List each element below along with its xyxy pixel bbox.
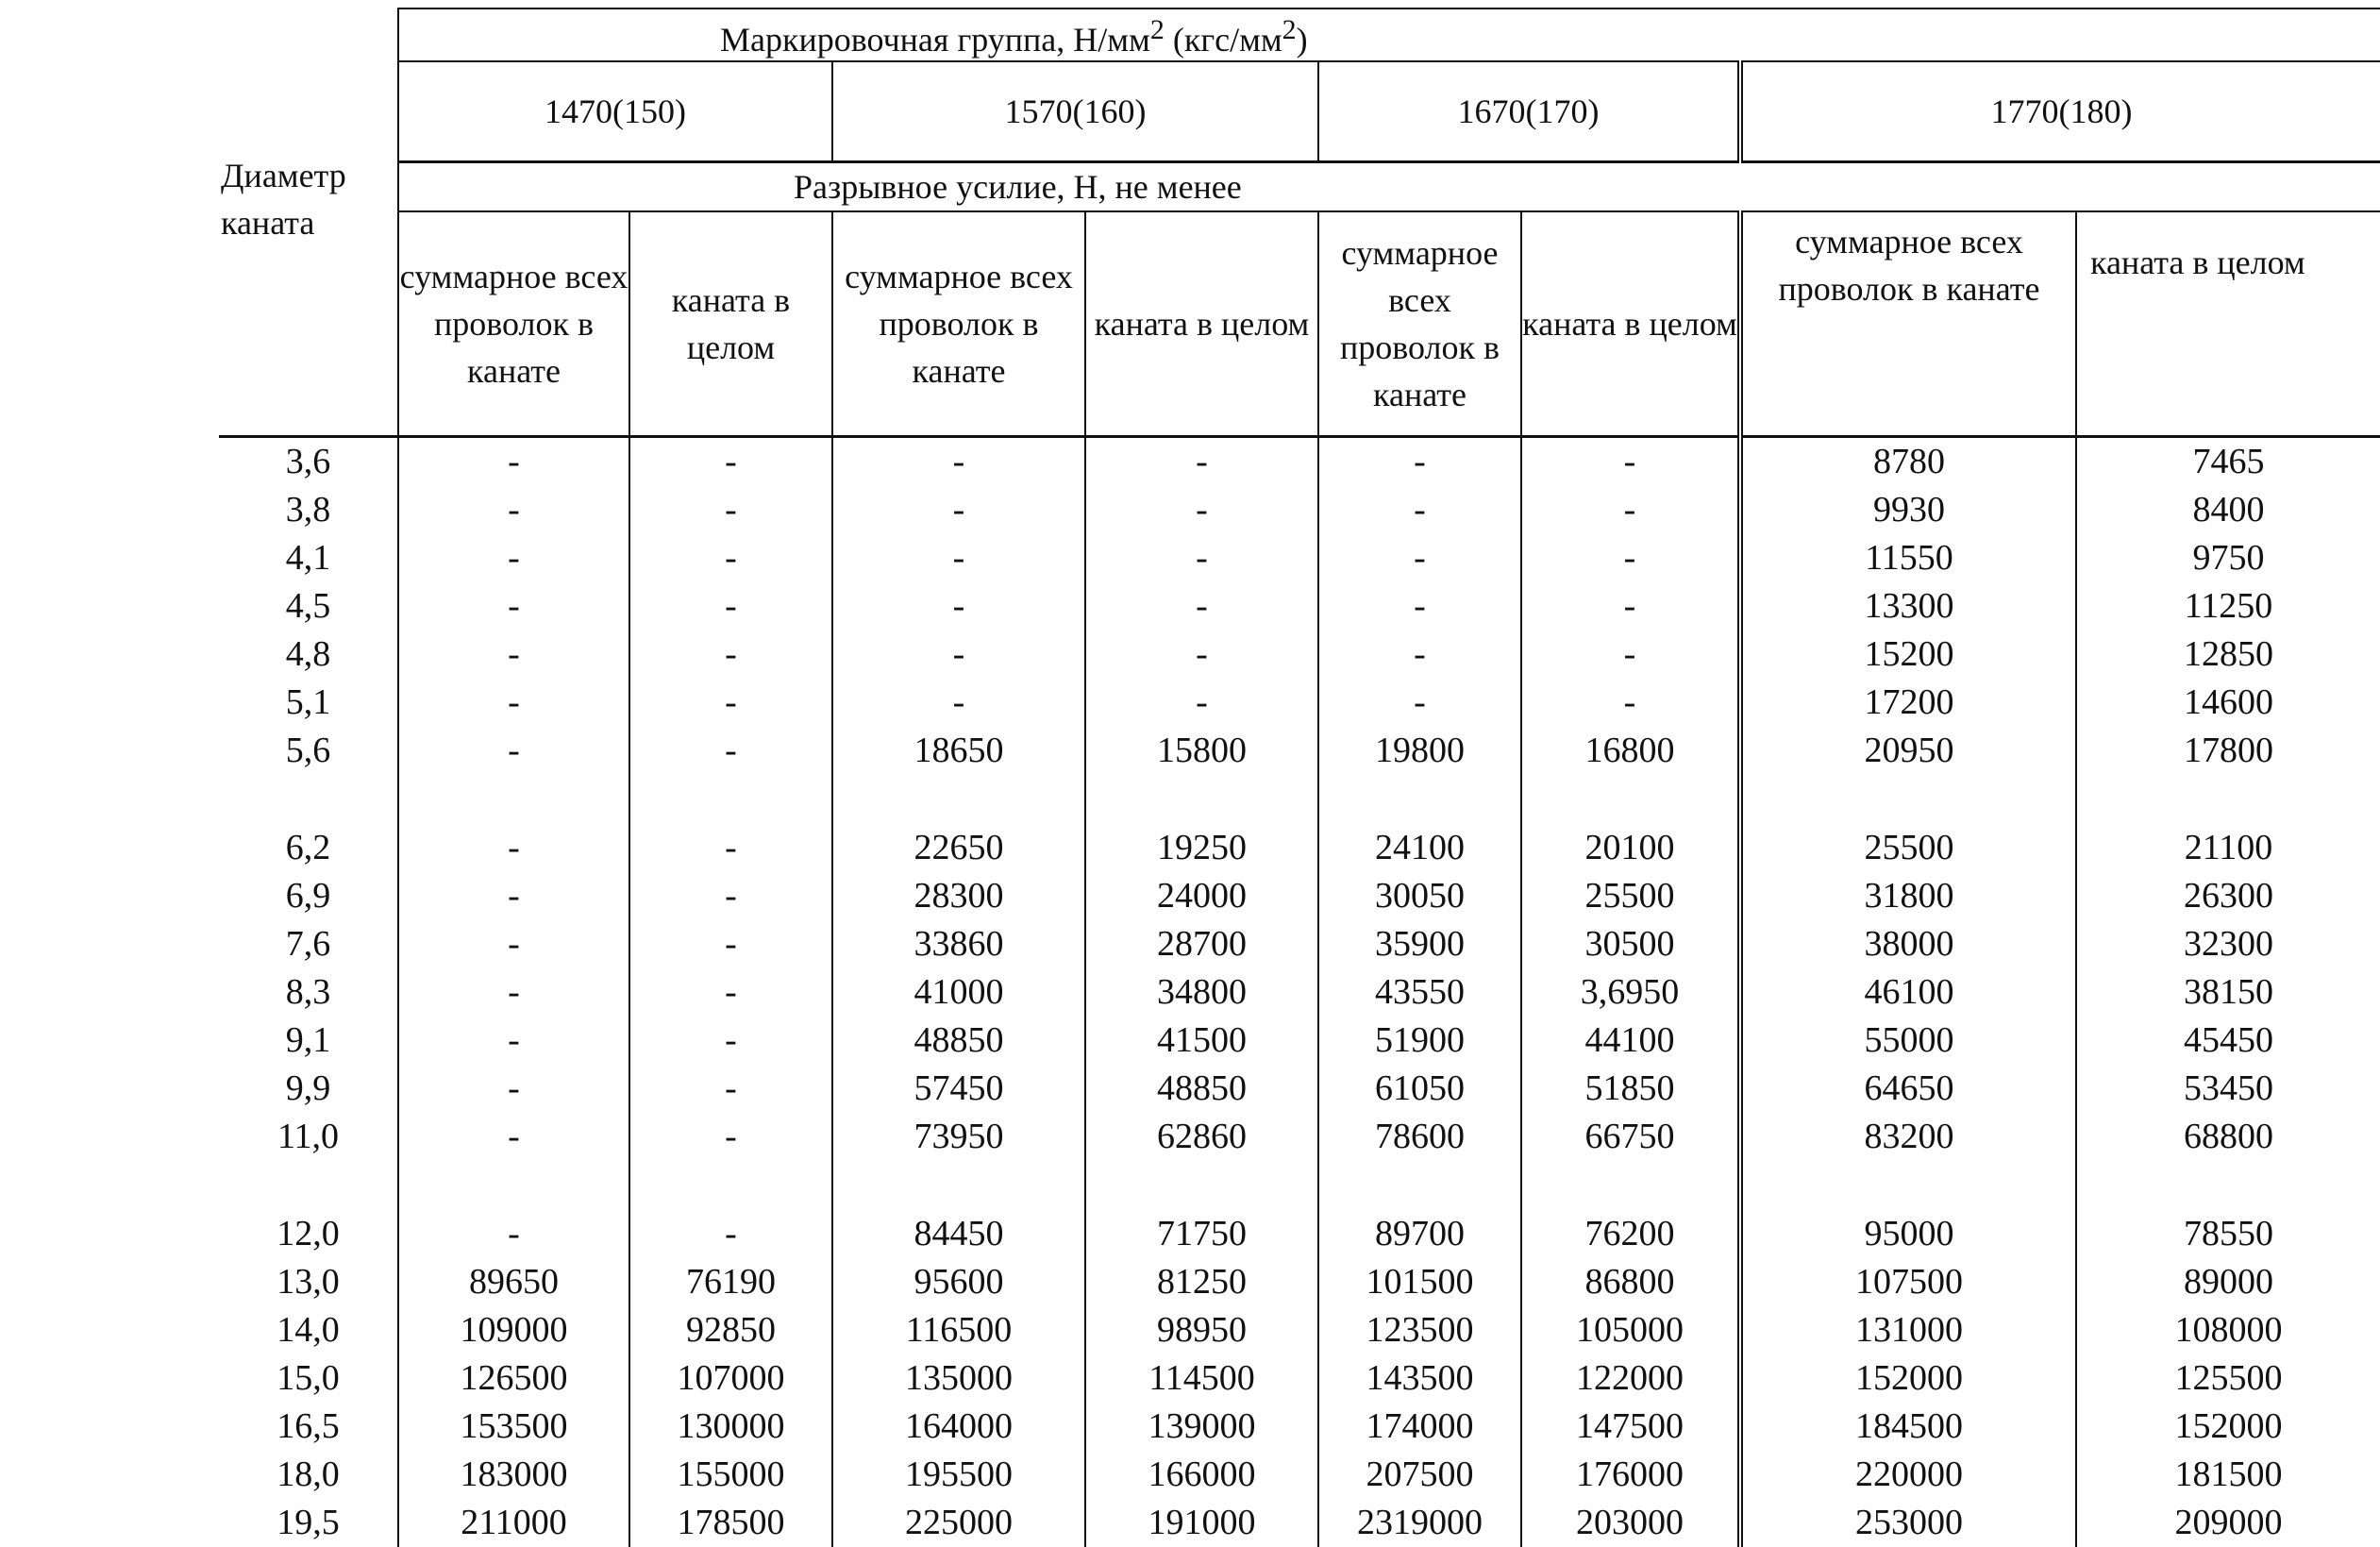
- spacer-cell: [398, 775, 629, 824]
- table-row: [219, 534, 2380, 582]
- value-cell-whole-1470: -: [629, 1113, 832, 1161]
- value-cell-total-1670: -: [1318, 582, 1521, 631]
- value-cell-total-1670: 207500: [1318, 1451, 1521, 1499]
- value-cell-whole-1770: 32300: [2076, 920, 2380, 968]
- value-cell-whole-1570: -: [1085, 437, 1318, 487]
- table-row: [219, 824, 2380, 872]
- value-cell-whole-1570: 41500: [1085, 1017, 1318, 1065]
- table-row: [219, 1210, 2380, 1258]
- value-cell-total-1770: 38000: [1740, 920, 2076, 968]
- value-cell-total-1670: 61050: [1318, 1065, 1521, 1113]
- spacer-cell: [1521, 775, 1740, 824]
- diameter-cell: 11,0: [219, 1113, 398, 1161]
- value-cell-whole-1670: 25500: [1521, 872, 1740, 920]
- value-cell-whole-1670: 16800: [1521, 727, 1740, 775]
- value-cell-total-1570: -: [832, 679, 1085, 727]
- value-cell-total-1570: 164000: [832, 1403, 1085, 1451]
- diameter-cell: 14,0: [219, 1306, 398, 1354]
- value-cell-whole-1570: 114500: [1085, 1354, 1318, 1403]
- value-cell-whole-1570: 28700: [1085, 920, 1318, 968]
- grade-1470-header: 1470(150): [398, 61, 832, 162]
- value-cell-total-1570: 135000: [832, 1354, 1085, 1403]
- table-row: [219, 1451, 2380, 1499]
- diameter-cell: 3,6: [219, 437, 398, 487]
- spacer-row: [219, 775, 2380, 824]
- subheader-total-1670: суммарное всех проволок в канате: [1318, 211, 1521, 437]
- value-cell-total-1770: 184500: [1740, 1403, 2076, 1451]
- value-cell-total-1470: 89650: [398, 1258, 629, 1306]
- value-cell-whole-1570: 48850: [1085, 1065, 1318, 1113]
- value-cell-whole-1770: 68800: [2076, 1113, 2380, 1161]
- value-cell-total-1770: 46100: [1740, 968, 2076, 1017]
- value-cell-whole-1470: 76190: [629, 1258, 832, 1306]
- spacer-cell: [2076, 1161, 2380, 1210]
- value-cell-total-1670: -: [1318, 631, 1521, 679]
- value-cell-total-1470: -: [398, 679, 629, 727]
- value-cell-total-1470: -: [398, 727, 629, 775]
- value-cell-whole-1570: -: [1085, 679, 1318, 727]
- value-cell-whole-1770: 45450: [2076, 1017, 2380, 1065]
- value-cell-total-1570: -: [832, 437, 1085, 487]
- table-row: [219, 486, 2380, 534]
- value-cell-whole-1570: -: [1085, 631, 1318, 679]
- breaking-force-label: Разрывное усилие, Н, не менее: [794, 168, 1242, 206]
- value-cell-total-1570: 33860: [832, 920, 1085, 968]
- value-cell-whole-1670: 66750: [1521, 1113, 1740, 1161]
- value-cell-total-1770: 220000: [1740, 1451, 2076, 1499]
- value-cell-whole-1670: 105000: [1521, 1306, 1740, 1354]
- value-cell-whole-1470: -: [629, 582, 832, 631]
- value-cell-total-1770: 8780: [1740, 437, 2076, 487]
- value-cell-total-1670: 30050: [1318, 872, 1521, 920]
- value-cell-whole-1570: 71750: [1085, 1210, 1318, 1258]
- value-cell-total-1770: 83200: [1740, 1113, 2076, 1161]
- value-cell-whole-1770: 209000: [2076, 1499, 2380, 1547]
- value-cell-total-1570: 28300: [832, 872, 1085, 920]
- value-cell-total-1670: -: [1318, 486, 1521, 534]
- value-cell-whole-1670: 76200: [1521, 1210, 1740, 1258]
- spacer-cell: [629, 1161, 832, 1210]
- table-row: [219, 920, 2380, 968]
- diameter-header-label: Диаметр каната: [221, 157, 346, 242]
- value-cell-whole-1770: 108000: [2076, 1306, 2380, 1354]
- value-cell-total-1570: 95600: [832, 1258, 1085, 1306]
- table-row: [219, 872, 2380, 920]
- subheader-whole-1770: каната в целом: [2076, 211, 2380, 437]
- value-cell-whole-1570: -: [1085, 486, 1318, 534]
- value-cell-whole-1670: -: [1521, 679, 1740, 727]
- value-cell-total-1670: -: [1318, 679, 1521, 727]
- breaking-force-table-region: [219, 8, 2348, 1505]
- value-cell-whole-1470: -: [629, 437, 832, 487]
- value-cell-whole-1670: 44100: [1521, 1017, 1740, 1065]
- value-cell-total-1670: 24100: [1318, 824, 1521, 872]
- value-cell-total-1770: 25500: [1740, 824, 2076, 872]
- subheader-total-1570: суммарное всех проволок в канате: [832, 211, 1085, 437]
- value-cell-whole-1670: -: [1521, 437, 1740, 487]
- spacer-cell: [219, 1161, 398, 1210]
- spacer-cell: [219, 775, 398, 824]
- value-cell-whole-1470: -: [629, 824, 832, 872]
- value-cell-total-1570: 225000: [832, 1499, 1085, 1547]
- table-row: [219, 1354, 2380, 1403]
- value-cell-total-1470: -: [398, 968, 629, 1017]
- value-cell-total-1670: 51900: [1318, 1017, 1521, 1065]
- value-cell-total-1570: -: [832, 534, 1085, 582]
- spacer-cell: [1085, 1161, 1318, 1210]
- value-cell-whole-1770: 181500: [2076, 1451, 2380, 1499]
- value-cell-total-1570: -: [832, 582, 1085, 631]
- value-cell-total-1470: -: [398, 872, 629, 920]
- value-cell-total-1770: 107500: [1740, 1258, 2076, 1306]
- value-cell-total-1670: 35900: [1318, 920, 1521, 968]
- spacer-cell: [1740, 775, 2076, 824]
- value-cell-total-1770: 13300: [1740, 582, 2076, 631]
- value-cell-whole-1770: 152000: [2076, 1403, 2380, 1451]
- unit-sup: 2: [1282, 14, 1297, 45]
- value-cell-total-1470: -: [398, 1210, 629, 1258]
- table-row: [219, 968, 2380, 1017]
- value-cell-whole-1770: 53450: [2076, 1065, 2380, 1113]
- value-cell-total-1470: -: [398, 1113, 629, 1161]
- value-cell-total-1470: 183000: [398, 1451, 629, 1499]
- value-cell-whole-1770: 14600: [2076, 679, 2380, 727]
- value-cell-whole-1570: 166000: [1085, 1451, 1318, 1499]
- value-cell-whole-1570: 24000: [1085, 872, 1318, 920]
- value-cell-total-1470: -: [398, 486, 629, 534]
- value-cell-total-1470: -: [398, 631, 629, 679]
- value-cell-whole-1570: 15800: [1085, 727, 1318, 775]
- header-row-breaking-force: [219, 162, 2380, 212]
- spacer-cell: [1085, 775, 1318, 824]
- value-cell-total-1470: 109000: [398, 1306, 629, 1354]
- value-cell-total-1770: 55000: [1740, 1017, 2076, 1065]
- value-cell-whole-1470: 92850: [629, 1306, 832, 1354]
- diameter-cell: 6,2: [219, 824, 398, 872]
- grade-group-unit-mid: (кгс/мм: [1165, 21, 1282, 59]
- grade-1570-header: 1570(160): [832, 61, 1318, 162]
- value-cell-whole-1770: 9750: [2076, 534, 2380, 582]
- value-cell-whole-1570: -: [1085, 582, 1318, 631]
- value-cell-total-1670: 2319000: [1318, 1499, 1521, 1547]
- value-cell-total-1470: -: [398, 1017, 629, 1065]
- value-cell-whole-1770: 21100: [2076, 824, 2380, 872]
- diameter-cell: 19,5: [219, 1499, 398, 1547]
- value-cell-whole-1770: 8400: [2076, 486, 2380, 534]
- diameter-cell: 18,0: [219, 1451, 398, 1499]
- value-cell-whole-1470: 155000: [629, 1451, 832, 1499]
- value-cell-whole-1470: -: [629, 872, 832, 920]
- value-cell-total-1770: 31800: [1740, 872, 2076, 920]
- diameter-cell: 6,9: [219, 872, 398, 920]
- diameter-cell: 15,0: [219, 1354, 398, 1403]
- diameter-cell: 16,5: [219, 1403, 398, 1451]
- table-row: [219, 1065, 2380, 1113]
- spacer-cell: [1740, 1161, 2076, 1210]
- breaking-force-table: [219, 8, 2380, 1547]
- grade-group-label: Маркировочная группа, Н/мм: [720, 21, 1150, 59]
- table-row: [219, 679, 2380, 727]
- value-cell-total-1670: 101500: [1318, 1258, 1521, 1306]
- diameter-cell: 3,8: [219, 486, 398, 534]
- header-row-grades: [219, 61, 2380, 162]
- table-body: [219, 437, 2380, 1547]
- value-cell-total-1770: 20950: [1740, 727, 2076, 775]
- spacer-cell: [629, 775, 832, 824]
- diameter-cell: 5,1: [219, 679, 398, 727]
- value-cell-total-1670: 19800: [1318, 727, 1521, 775]
- value-cell-total-1670: 143500: [1318, 1354, 1521, 1403]
- value-cell-whole-1770: 17800: [2076, 727, 2380, 775]
- spacer-cell: [1521, 1161, 1740, 1210]
- value-cell-whole-1770: 7465: [2076, 437, 2380, 487]
- grade-group-unit-end: ): [1297, 21, 1308, 59]
- diameter-cell: 4,1: [219, 534, 398, 582]
- table-row: [219, 631, 2380, 679]
- value-cell-total-1770: 95000: [1740, 1210, 2076, 1258]
- value-cell-whole-1770: 12850: [2076, 631, 2380, 679]
- value-cell-total-1770: 15200: [1740, 631, 2076, 679]
- value-cell-total-1570: -: [832, 486, 1085, 534]
- value-cell-whole-1470: -: [629, 1210, 832, 1258]
- value-cell-total-1670: -: [1318, 437, 1521, 487]
- value-cell-total-1470: -: [398, 1065, 629, 1113]
- value-cell-total-1570: 18650: [832, 727, 1085, 775]
- value-cell-total-1470: 153500: [398, 1403, 629, 1451]
- value-cell-total-1670: 174000: [1318, 1403, 1521, 1451]
- value-cell-total-1570: 84450: [832, 1210, 1085, 1258]
- value-cell-total-1770: 131000: [1740, 1306, 2076, 1354]
- spacer-cell: [832, 775, 1085, 824]
- value-cell-total-1470: -: [398, 534, 629, 582]
- value-cell-whole-1670: -: [1521, 534, 1740, 582]
- value-cell-total-1570: 57450: [832, 1065, 1085, 1113]
- value-cell-total-1770: 11550: [1740, 534, 2076, 582]
- value-cell-whole-1670: 176000: [1521, 1451, 1740, 1499]
- value-cell-total-1470: -: [398, 824, 629, 872]
- value-cell-total-1570: 116500: [832, 1306, 1085, 1354]
- value-cell-total-1670: -: [1318, 534, 1521, 582]
- value-cell-whole-1470: -: [629, 920, 832, 968]
- table-row: [219, 582, 2380, 631]
- value-cell-total-1770: 64650: [1740, 1065, 2076, 1113]
- value-cell-whole-1770: 125500: [2076, 1354, 2380, 1403]
- diameter-cell: 4,8: [219, 631, 398, 679]
- diameter-cell: 9,9: [219, 1065, 398, 1113]
- table-row: [219, 1113, 2380, 1161]
- spacer-row: [219, 1161, 2380, 1210]
- value-cell-whole-1770: 89000: [2076, 1258, 2380, 1306]
- spacer-cell: [2076, 775, 2380, 824]
- value-cell-whole-1570: 34800: [1085, 968, 1318, 1017]
- value-cell-whole-1670: 86800: [1521, 1258, 1740, 1306]
- diameter-cell: 5,6: [219, 727, 398, 775]
- value-cell-whole-1770: 38150: [2076, 968, 2380, 1017]
- value-cell-whole-1570: 81250: [1085, 1258, 1318, 1306]
- value-cell-total-1570: 41000: [832, 968, 1085, 1017]
- value-cell-total-1670: 43550: [1318, 968, 1521, 1017]
- spacer-cell: [832, 1161, 1085, 1210]
- diameter-cell: 4,5: [219, 582, 398, 631]
- spacer-cell: [398, 1161, 629, 1210]
- value-cell-total-1570: 22650: [832, 824, 1085, 872]
- value-cell-whole-1670: -: [1521, 631, 1740, 679]
- table-row: [219, 1403, 2380, 1451]
- value-cell-whole-1470: 107000: [629, 1354, 832, 1403]
- value-cell-total-1770: 9930: [1740, 486, 2076, 534]
- table-row: [219, 1499, 2380, 1547]
- table-row: [219, 1017, 2380, 1065]
- value-cell-whole-1570: 19250: [1085, 824, 1318, 872]
- value-cell-whole-1670: 51850: [1521, 1065, 1740, 1113]
- value-cell-whole-1770: 78550: [2076, 1210, 2380, 1258]
- value-cell-whole-1670: -: [1521, 486, 1740, 534]
- value-cell-whole-1670: 30500: [1521, 920, 1740, 968]
- value-cell-whole-1470: 178500: [629, 1499, 832, 1547]
- value-cell-whole-1470: -: [629, 1065, 832, 1113]
- value-cell-whole-1670: 20100: [1521, 824, 1740, 872]
- value-cell-whole-1470: -: [629, 968, 832, 1017]
- header-row-grade-group: [219, 8, 2380, 61]
- value-cell-whole-1470: -: [629, 679, 832, 727]
- value-cell-total-1470: 126500: [398, 1354, 629, 1403]
- value-cell-whole-1470: -: [629, 727, 832, 775]
- value-cell-whole-1670: 3,6950: [1521, 968, 1740, 1017]
- value-cell-whole-1770: 26300: [2076, 872, 2380, 920]
- spacer-cell: [1318, 775, 1521, 824]
- value-cell-whole-1570: 139000: [1085, 1403, 1318, 1451]
- value-cell-total-1470: 211000: [398, 1499, 629, 1547]
- subheader-total-1470: суммарное всех проволок в канате: [398, 211, 629, 437]
- table-row: [219, 437, 2380, 487]
- header-row-subcolumns: [219, 211, 2380, 437]
- value-cell-whole-1670: 122000: [1521, 1354, 1740, 1403]
- value-cell-total-1770: 253000: [1740, 1499, 2076, 1547]
- diameter-header: [219, 8, 398, 437]
- value-cell-total-1470: -: [398, 582, 629, 631]
- diameter-cell: 13,0: [219, 1258, 398, 1306]
- spacer-cell: [1318, 1161, 1521, 1210]
- table-row: [219, 1306, 2380, 1354]
- value-cell-whole-1570: 98950: [1085, 1306, 1318, 1354]
- value-cell-whole-1570: 62860: [1085, 1113, 1318, 1161]
- value-cell-whole-1570: 191000: [1085, 1499, 1318, 1547]
- diameter-cell: 9,1: [219, 1017, 398, 1065]
- subheader-total-1770: суммарное всех проволок в канате: [1740, 211, 2076, 437]
- grade-1670-header: 1670(170): [1318, 61, 1740, 162]
- value-cell-whole-1470: -: [629, 1017, 832, 1065]
- diameter-cell: 8,3: [219, 968, 398, 1017]
- value-cell-whole-1470: -: [629, 631, 832, 679]
- value-cell-total-1670: 89700: [1318, 1210, 1521, 1258]
- value-cell-total-1570: -: [832, 631, 1085, 679]
- value-cell-total-1670: 123500: [1318, 1306, 1521, 1354]
- value-cell-whole-1470: 130000: [629, 1403, 832, 1451]
- value-cell-total-1570: 48850: [832, 1017, 1085, 1065]
- value-cell-whole-1470: -: [629, 486, 832, 534]
- value-cell-whole-1770: 11250: [2076, 582, 2380, 631]
- grade-1770-header: 1770(180): [1740, 61, 2380, 162]
- value-cell-total-1570: 73950: [832, 1113, 1085, 1161]
- value-cell-total-1470: -: [398, 437, 629, 487]
- grade-group-header: [398, 8, 2380, 61]
- subheader-whole-1670: каната в целом: [1521, 211, 1740, 437]
- subheader-whole-1470: каната в целом: [629, 211, 832, 437]
- value-cell-whole-1670: 147500: [1521, 1403, 1740, 1451]
- diameter-cell: 12,0: [219, 1210, 398, 1258]
- value-cell-total-1470: -: [398, 920, 629, 968]
- value-cell-whole-1670: 203000: [1521, 1499, 1740, 1547]
- value-cell-total-1670: 78600: [1318, 1113, 1521, 1161]
- subheader-whole-1570: каната в целом: [1085, 211, 1318, 437]
- value-cell-total-1570: 195500: [832, 1451, 1085, 1499]
- breaking-force-header: [398, 162, 2380, 212]
- value-cell-total-1770: 17200: [1740, 679, 2076, 727]
- value-cell-whole-1670: -: [1521, 582, 1740, 631]
- diameter-cell: 7,6: [219, 920, 398, 968]
- value-cell-whole-1570: -: [1085, 534, 1318, 582]
- value-cell-whole-1470: -: [629, 534, 832, 582]
- table-row: [219, 727, 2380, 775]
- unit-sup: 2: [1150, 14, 1165, 45]
- value-cell-total-1770: 152000: [1740, 1354, 2076, 1403]
- table-row: [219, 1258, 2380, 1306]
